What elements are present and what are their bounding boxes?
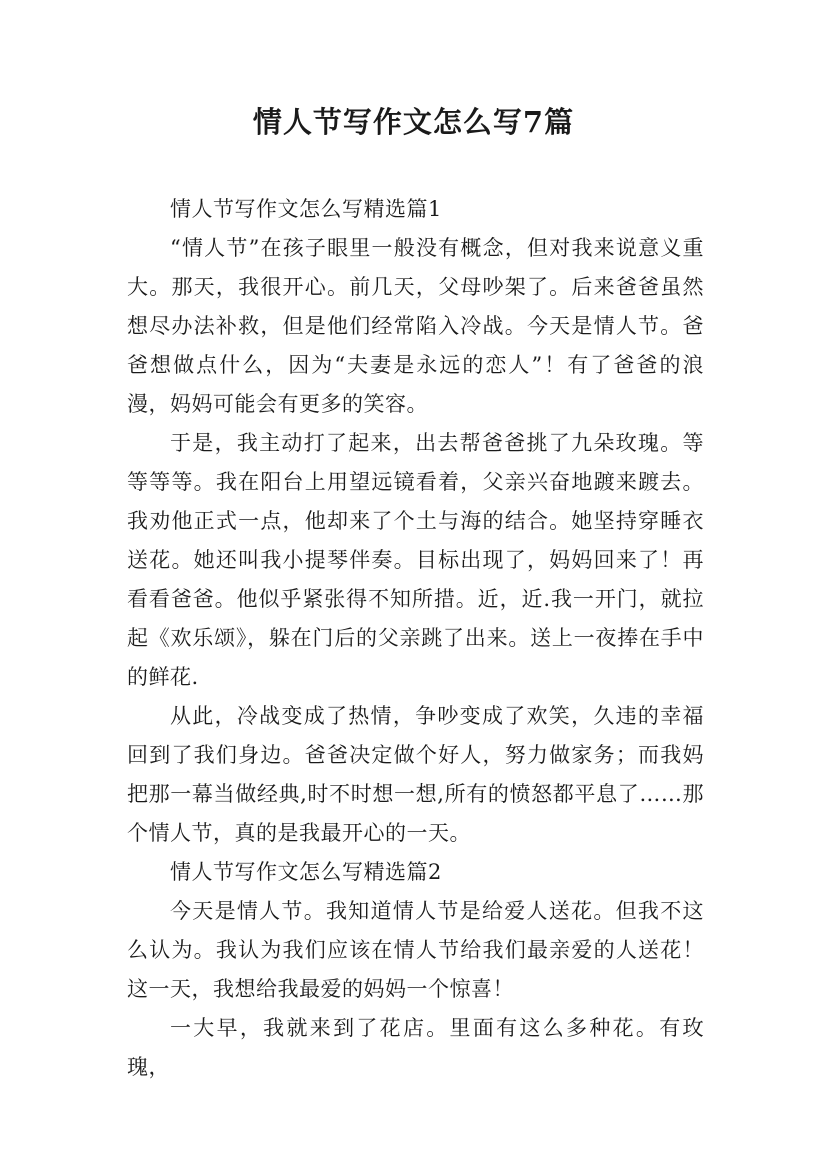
section-heading-2: 情人节写作文怎么写精选篇2 — [170, 860, 442, 884]
section-heading-1: 情人节写作文怎么写精选篇1 — [170, 197, 442, 221]
body-paragraph: 一大早，我就来到了花店。里面有这么多种花。有玫瑰， — [127, 1016, 704, 1079]
body-paragraph: 于是，我主动打了起来，出去帮爸爸挑了九朵玫瑰。等等等等。我在阳台上用望远镜看着，父亲兴奋地踱来踱去。我劝他正式一点，他却来了个土与海的结合。她坚持穿睡衣送花。她还叫我小提琴伴奏。目标出现了，妈妈回来了！再看看爸爸。他似乎紧张得不知所措。近，近.我一开门，就拉起《欢乐颂》，躲在门后的父亲跳了出来。送上一夜捧在手中的鲜花. — [127, 431, 704, 689]
document-body — [127, 190, 704, 1087]
body-paragraph: 从此，冷战变成了热情，争吵变成了欢笑，久违的幸福回到了我们身边。爸爸决定做个好人，努力做家务；而我妈把那一幕当做经典,时不时想一想,所有的愤怒都平息了……那个情人节，真的是我最开心的一天。 — [127, 704, 704, 845]
document-title: 情人节写作文怎么写7篇 — [252, 105, 575, 139]
body-paragraph: 今天是情人节。我知道情人节是给爱人送花。但我不这么认为。我认为我们应该在情人节给我们最亲爱的人送花！这一天，我想给我最爱的妈妈一个惊喜！ — [127, 899, 704, 1001]
body-paragraph: “情人节”在孩子眼里一般没有概念，但对我来说意义重大。那天，我很开心。前几天，父母吵架了。后来爸爸虽然想尽办法补救，但是他们经常陷入冷战。今天是情人节。爸爸想做点什么，因为“夫妻是永远的恋人”！有了爸爸的浪漫，妈妈可能会有更多的笑容。 — [127, 236, 704, 416]
